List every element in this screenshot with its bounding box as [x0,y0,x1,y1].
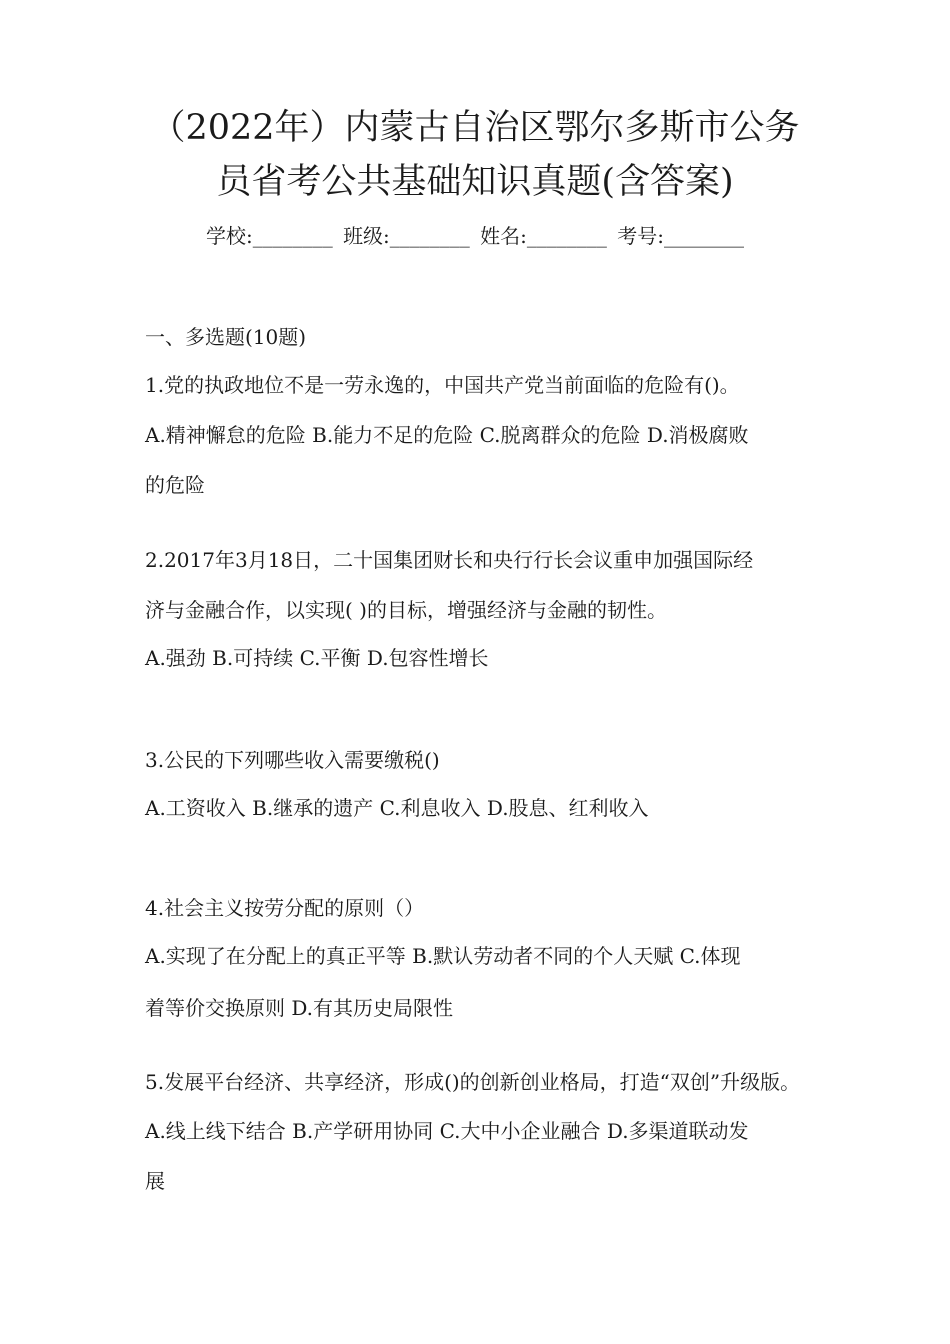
question-4-options-cont: 着等价交换原则 D.有其历史局限性 [145,996,454,1020]
class-field: 班级:________ [343,224,470,248]
name-field: 姓名:________ [480,224,607,248]
document-title-line-2: 员省考公共基础知识真题(含答案) [216,162,734,202]
question-1-options-cont: 的危险 [145,473,205,497]
question-3-stem: 3.公民的下列哪些收入需要缴税() [145,748,440,772]
question-1-stem: 1.党的执政地位不是一劳永逸的，中国共产党当前面临的危险有()。 [145,373,740,397]
question-1-options: A.精神懈怠的危险 B.能力不足的危险 C.脱离群众的危险 D.消极腐败 [145,423,749,447]
question-2-stem-cont: 济与金融合作，以实现( )的目标，增强经济与金融的韧性。 [145,598,667,622]
document-title-line-1: （2022年）内蒙古自治区鄂尔多斯市公务 [150,108,800,148]
question-2-stem: 2.2017年3月18日，二十国集团财长和央行行长会议重申加强国际经 [145,548,754,572]
question-5-options: A.线上线下结合 B.产学研用协同 C.大中小企业融合 D.多渠道联动发 [145,1119,749,1143]
student-info-row [0,220,950,252]
school-field: 学校:________ [205,224,333,248]
section-heading: 一、多选题(10题) [145,325,307,349]
question-4-options: A.实现了在分配上的真正平等 B.默认劳动者不同的个人天赋 C.体现 [145,944,741,968]
question-3-options: A.工资收入 B.继承的遗产 C.利息收入 D.股息、红利收入 [145,796,649,820]
question-2-options: A.强劲 B.可持续 C.平衡 D.包容性增长 [145,646,489,670]
question-4-stem: 4.社会主义按劳分配的原则（） [145,896,425,920]
exam-number-field: 考号:________ [617,224,745,248]
question-5-options-cont: 展 [145,1169,165,1193]
question-5-stem: 5.发展平台经济、共享经济，形成()的创新创业格局，打造“双创”升级版。 [145,1070,801,1094]
